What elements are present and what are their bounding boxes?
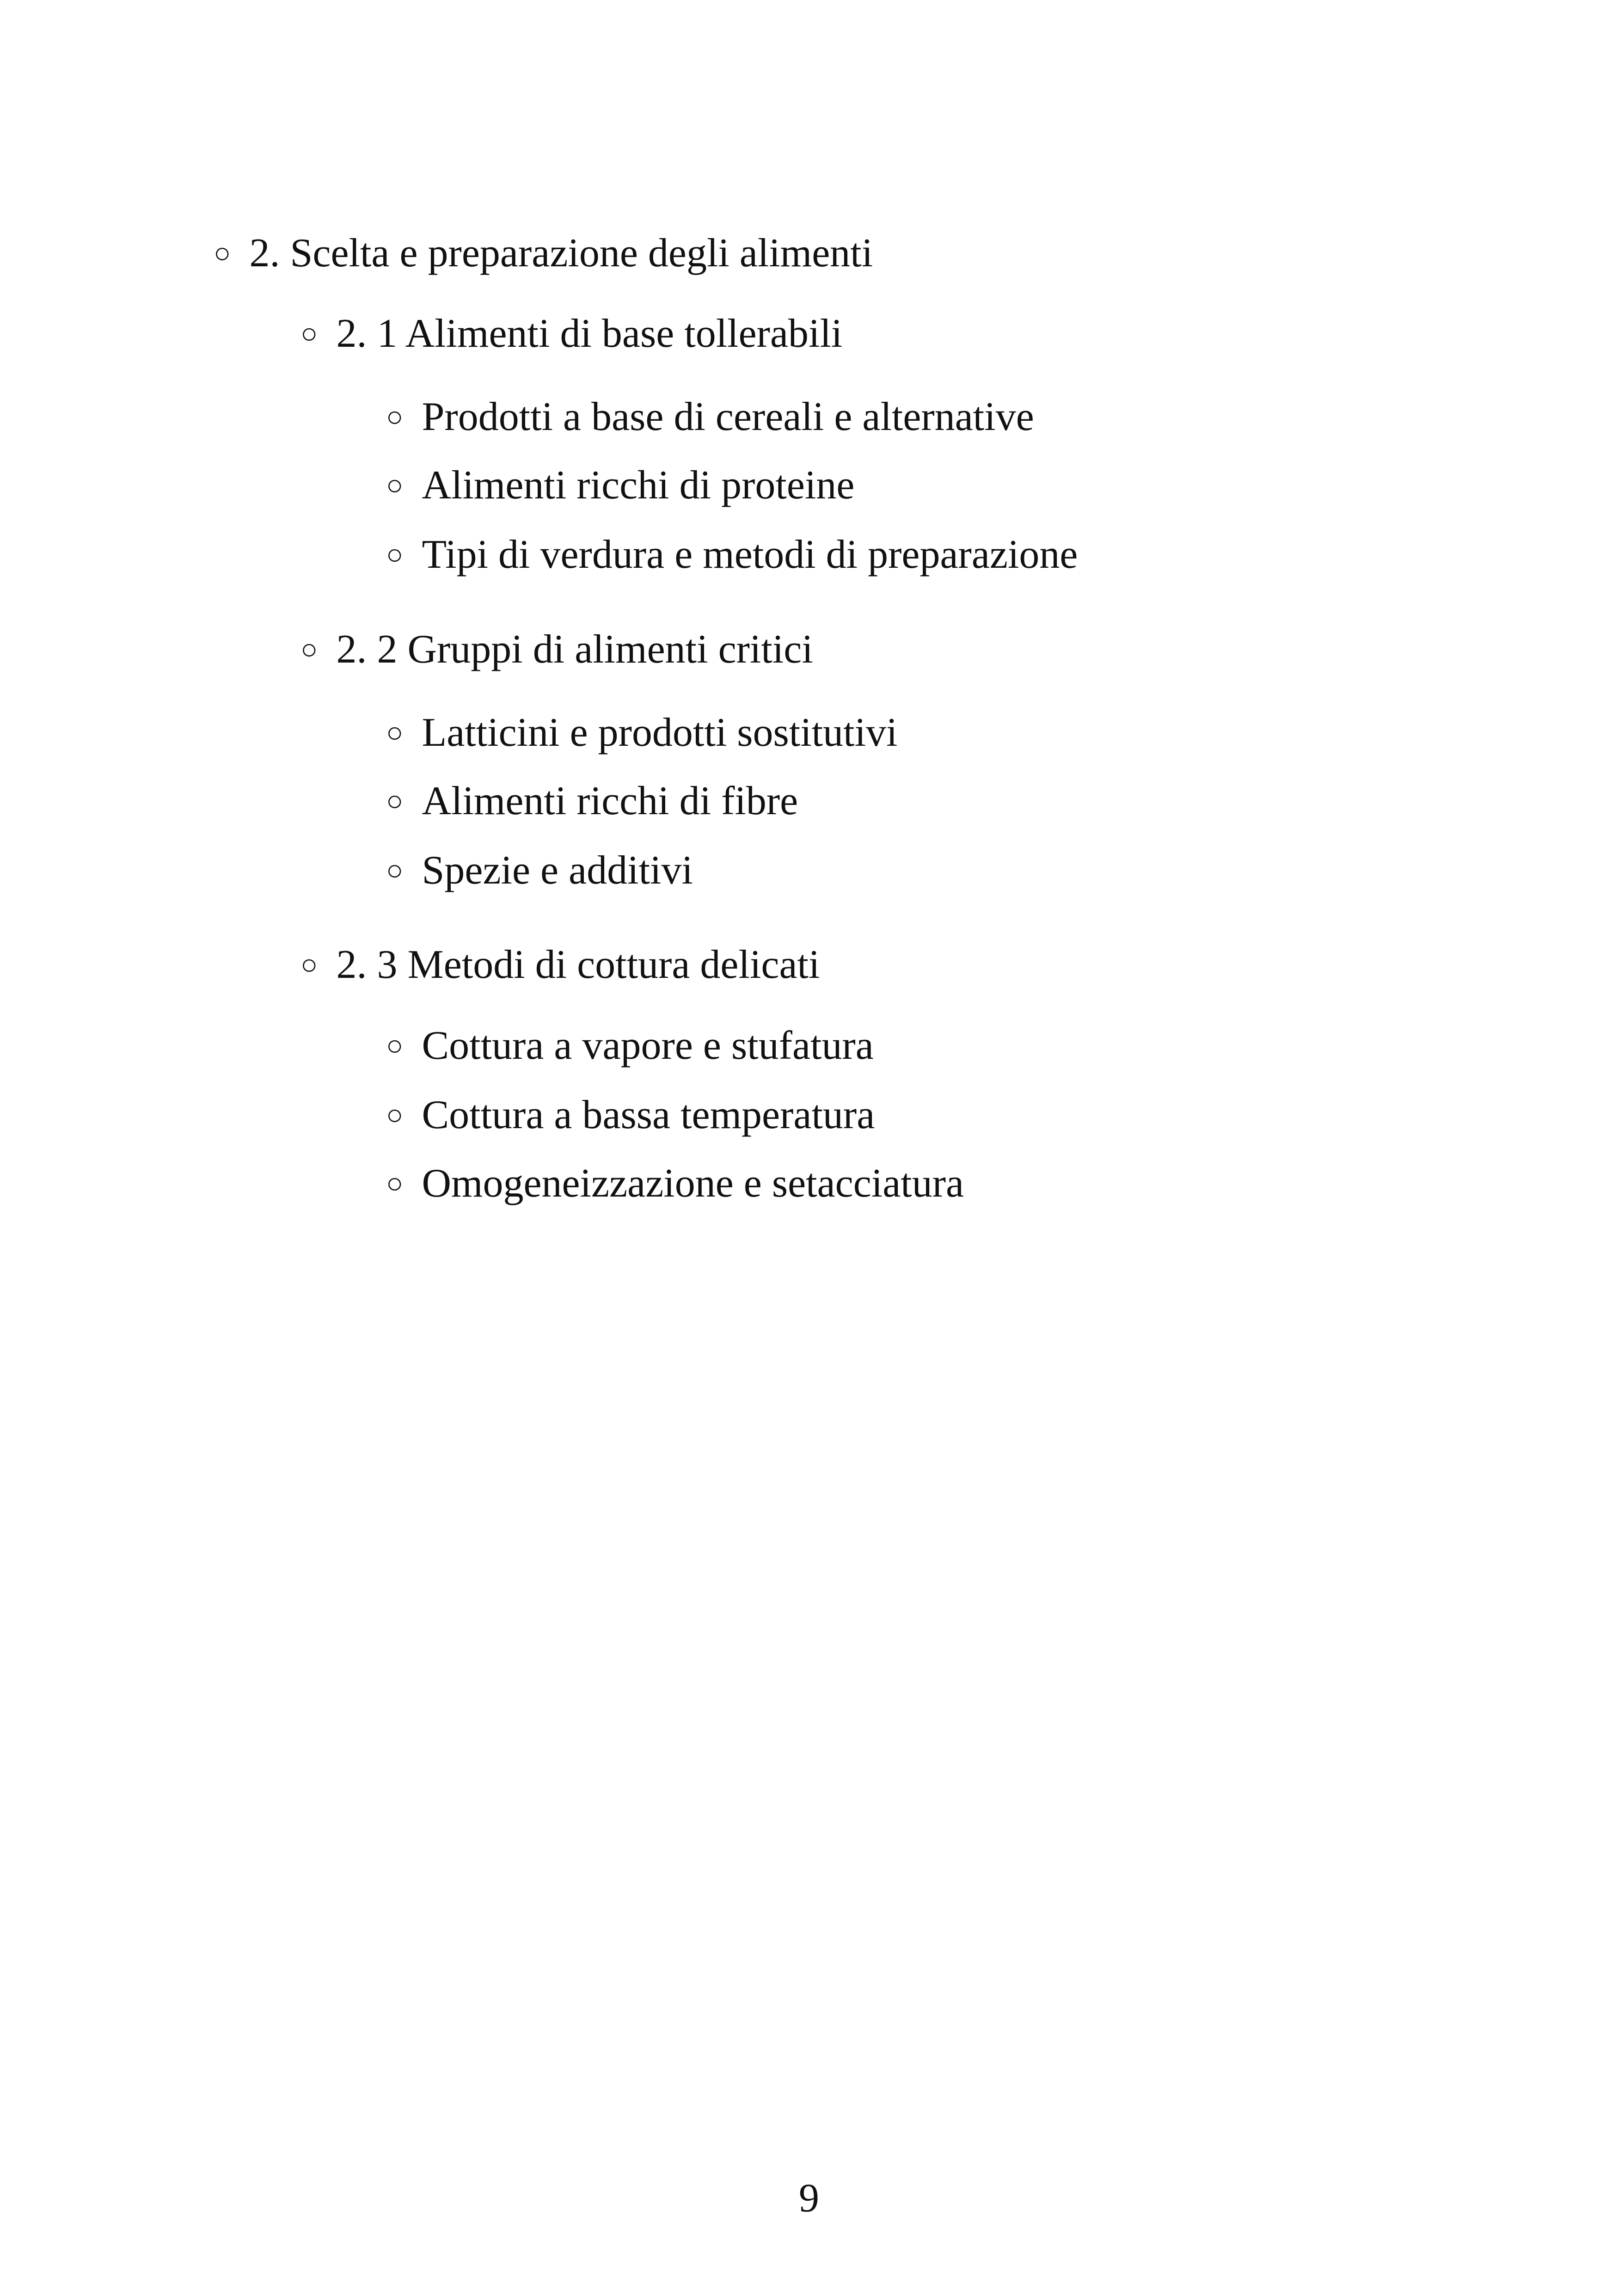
item-label: Alimenti ricchi di fibre <box>422 779 798 823</box>
hollow-circle-bullet-icon: ○ <box>386 539 404 571</box>
item-label: Alimenti ricchi di proteine <box>422 463 855 508</box>
item-label: Tipi di verdura e metodi di preparazione <box>422 532 1078 577</box>
item-label: Omogeneizzazione e setacciatura <box>422 1161 964 1206</box>
subsection-title: 2. 2 Gruppi di alimenti critici <box>336 627 813 672</box>
item-label: Cottura a vapore e stufatura <box>422 1023 874 1068</box>
hollow-circle-bullet-icon: ○ <box>214 238 231 269</box>
outline-item <box>386 1023 874 1069</box>
hollow-circle-bullet-icon: ○ <box>386 1030 404 1062</box>
hollow-circle-bullet-icon: ○ <box>386 717 404 749</box>
outline-item <box>386 532 1078 578</box>
item-label: Prodotti a base di cereali e alternative <box>422 394 1034 439</box>
outline-item <box>386 1160 964 1207</box>
hollow-circle-bullet-icon: ○ <box>300 634 318 665</box>
item-label: Spezie e additivi <box>422 848 693 893</box>
outline-item <box>386 710 897 756</box>
outline-item <box>386 1092 875 1138</box>
subsection-title: 2. 3 Metodi di cottura delicati <box>336 942 820 987</box>
hollow-circle-bullet-icon: ○ <box>386 1099 404 1131</box>
item-label: Cottura a bassa temperatura <box>422 1093 875 1137</box>
page-number: 9 <box>799 2176 819 2221</box>
hollow-circle-bullet-icon: ○ <box>386 786 404 817</box>
outline-item <box>386 778 798 824</box>
hollow-circle-bullet-icon: ○ <box>386 1168 404 1199</box>
hollow-circle-bullet-icon: ○ <box>386 401 404 433</box>
item-label: Latticini e prodotti sostitutivi <box>422 710 898 755</box>
outline-subsection <box>300 942 820 988</box>
outline-item <box>386 394 1034 440</box>
subsection-title: 2. 1 Alimenti di base tollerabili <box>336 311 843 356</box>
outline-subsection <box>300 311 842 357</box>
hollow-circle-bullet-icon: ○ <box>386 470 404 501</box>
outline-item <box>386 847 693 894</box>
hollow-circle-bullet-icon: ○ <box>300 949 318 981</box>
hollow-circle-bullet-icon: ○ <box>386 855 404 886</box>
outline-subsection <box>300 626 813 673</box>
hollow-circle-bullet-icon: ○ <box>300 318 318 350</box>
outline-item <box>386 462 854 509</box>
section-title: 2. Scelta e preparazione degli alimenti <box>249 231 873 276</box>
outline-section <box>214 230 873 276</box>
